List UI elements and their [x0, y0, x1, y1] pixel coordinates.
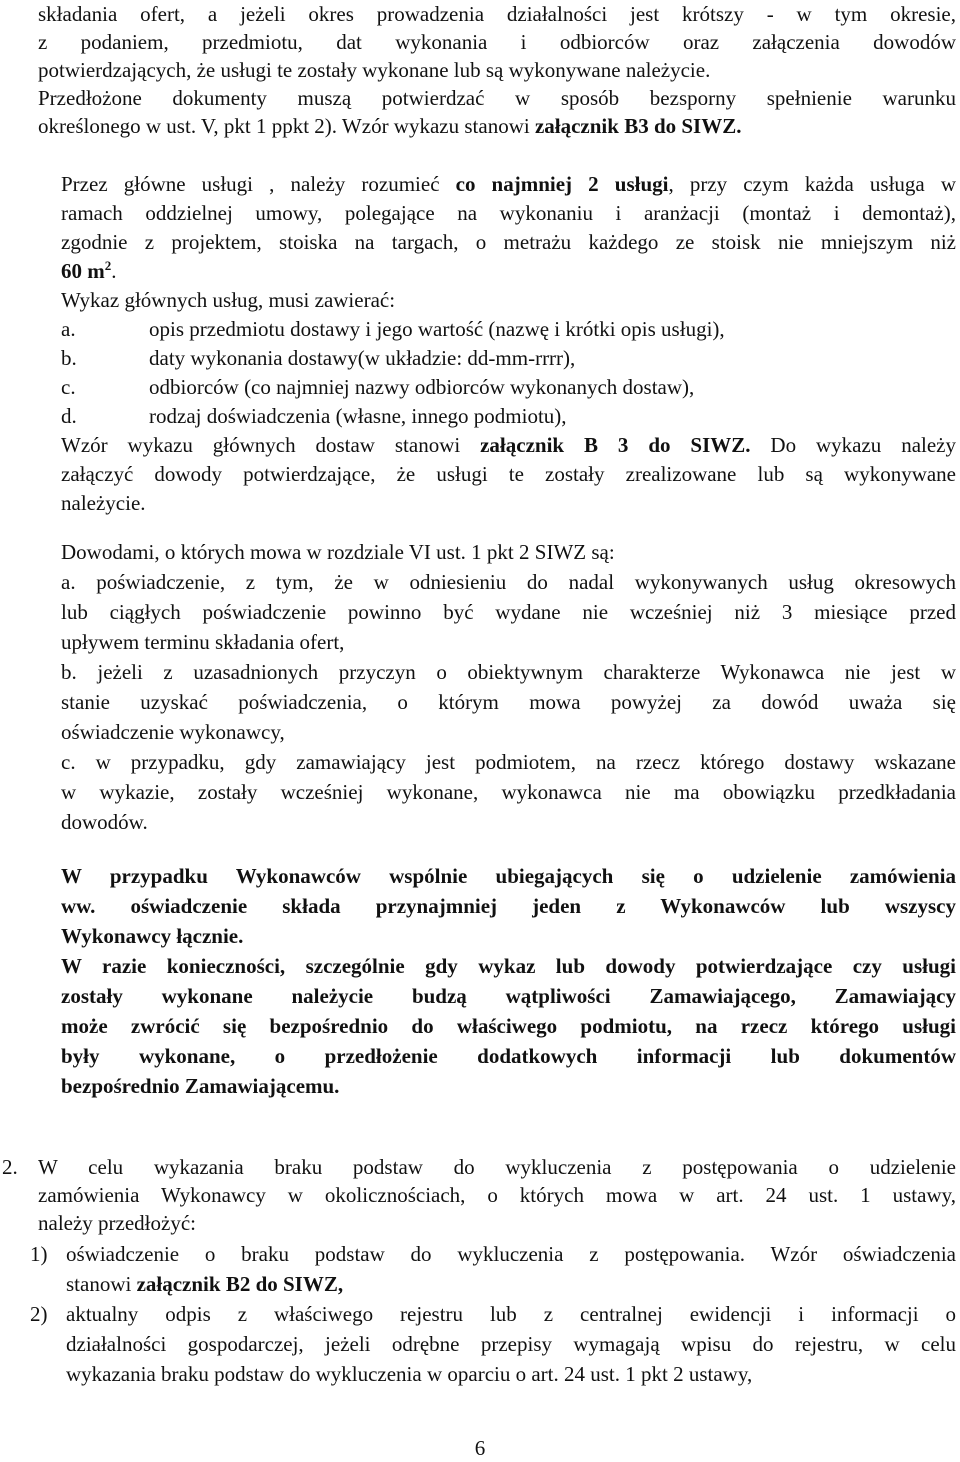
para4-line5: zostały wykonane należycie budzą wątpliwości Zamawiającego, Zamawiający	[61, 984, 956, 1008]
min-services-bold: co najmniej 2 usługi	[455, 172, 669, 196]
para3-c-line3: dowodów.	[61, 810, 148, 834]
attachment-b2-ref: załącznik B2 do SIWZ,	[136, 1272, 344, 1296]
para3-b-line2: stanie uzyskać poświadczenia, o którym mowa powyżej za dowód uważa się	[61, 690, 956, 714]
section2-item2-line1: aktualny odpis z właściwego rejestru lub z centralnej ewidencji i informacji o	[66, 1302, 956, 1326]
para3-a-line2: lub ciągłych poświadczenie powinno być wydane nie wcześniej niż 3 miesiące przed	[61, 600, 956, 624]
list-item-c	[61, 373, 694, 401]
section2-line3: należy przedłożyć:	[38, 1211, 196, 1235]
attachment-b-3-ref: załącznik B 3 do SIWZ.	[480, 433, 751, 457]
para2-line2: ramach oddzielnej umowy, polegające na wykonaniu i aranżacji (montaż i demontaż),	[61, 201, 956, 225]
para2-line5: Wykaz głównych usług, musi zawierać:	[61, 288, 396, 312]
list-text: opis przedmiotu dostawy i jego wartość (nazwę i krótki opis usługi),	[149, 317, 725, 341]
para1-line5-text: określonego w ust. V, pkt 1 ppkt 2). Wzór wykazu stanowi	[38, 114, 535, 138]
para3-c-line1: c. w przypadku, gdy zamawiający jest podmiotem, na rzecz którego dostawy wskazane	[61, 750, 956, 774]
area-period: .	[111, 259, 117, 283]
wzor-text-tail: Do wykazu należy	[750, 433, 956, 457]
section2-item1-number: 1)	[30, 1242, 48, 1266]
para2-line4	[61, 257, 117, 285]
section2-item1-line2	[66, 1270, 343, 1298]
section2-number: 2.	[2, 1155, 18, 1179]
section2-item2-line3: wykazania braku podstaw do wykluczenia w oparciu o art. 24 ust. 1 pkt 2 ustawy,	[66, 1362, 753, 1386]
section2-item1-line1: oświadczenie o braku podstaw do wykluczenia z postępowania. Wzór oświadczenia	[66, 1242, 956, 1266]
para2-line1-text-a: Przez główne usługi , należy rozumieć	[61, 172, 456, 196]
para4-line8: bezpośrednio Zamawiającemu.	[61, 1074, 340, 1098]
para3-line1: Dowodami, o których mowa w rozdziale VI ust. 1 pkt 2 SIWZ są:	[61, 540, 615, 564]
list-item-b	[61, 344, 575, 372]
para2-line3: zgodnie z projektem, stoiska na targach, o metrażu każdego ze stoisk nie mniejszym niż	[61, 230, 956, 254]
item1-text: stanowi	[66, 1272, 137, 1296]
para3-c-line2: w wykazie, zostały wcześniej wykonane, wykonawca nie ma obowiązku przedkładania	[61, 780, 956, 804]
para4-line7: były wykonane, o przedłożenie dodatkowych informacji lub dokumentów	[61, 1044, 956, 1068]
wzor-text: Wzór wykazu głównych dostaw stanowi	[61, 433, 481, 457]
para4-line3: Wykonawcy łącznie.	[61, 924, 244, 948]
para4-line1: W przypadku Wykonawców wspólnie ubiegających się o udzielenie zamówienia	[61, 864, 956, 888]
section2-item2-line2: działalności gospodarczej, jeżeli odrębne przepisy wymagają wpisu do rejestru, w celu	[66, 1332, 956, 1356]
para3-a-line3: upływem terminu składania ofert,	[61, 630, 345, 654]
para3-b-line1: b. jeżeli z uzasadnionych przyczyn o obiektywnym charakterze Wykonawca nie jest w	[61, 660, 956, 684]
para2-line1	[61, 170, 956, 198]
attachment-b3-ref: załącznik B3 do SIWZ.	[534, 114, 742, 138]
page-number: 6	[474, 1436, 486, 1460]
para1-line2: z podaniem, przedmiotu, dat wykonania i odbiorców oraz załączenia dowodów	[38, 30, 956, 54]
list-item-d	[61, 402, 567, 430]
para3-b-line3: oświadczenie wykonawcy,	[61, 720, 285, 744]
section2-line1: W celu wykazania braku podstaw do wykluczenia z postępowania o udzielenie	[38, 1155, 956, 1179]
area-value: 60 m	[61, 259, 105, 283]
list-item-a	[61, 315, 725, 343]
para2-wzor-line2: załączyć dowody potwierdzające, że usługi te zostały zrealizowane lub są wykonywane	[61, 462, 956, 486]
para3-a-line1: a. poświadczenie, z tym, że w odniesieniu do nadal wykonywanych usług okresowych	[61, 570, 956, 594]
list-letter: a.	[61, 317, 76, 341]
para1-line3: potwierdzających, że usługi te zostały wykonane lub są wykonywane należycie.	[38, 58, 711, 82]
area-bold	[61, 259, 111, 283]
para2-wzor-line1	[61, 431, 956, 459]
area-superscript: 2	[104, 258, 112, 273]
para4-line6: może zwrócić się bezpośrednio do właściwego podmiotu, na rzecz którego usługi	[61, 1014, 956, 1038]
list-text: daty wykonania dostawy(w układzie: dd-mm-rrrr),	[149, 346, 576, 370]
list-letter: c.	[61, 375, 76, 399]
para1-line5	[38, 112, 956, 140]
section2-line2: zamówienia Wykonawcy w okolicznościach, o których mowa w art. 24 ust. 1 ustawy,	[38, 1183, 956, 1207]
para4-line2: ww. oświadczenie składa przynajmniej jeden z Wykonawców lub wszyscy	[61, 894, 956, 918]
list-text: rodzaj doświadczenia (własne, innego podmiotu),	[149, 404, 567, 428]
list-letter: d.	[61, 404, 77, 428]
section2-item2-number: 2)	[30, 1302, 48, 1326]
list-text: odbiorców (co najmniej nazwy odbiorców wykonanych dostaw),	[149, 375, 695, 399]
para2-line1-text-c: , przy czym każda usługa w	[668, 172, 956, 196]
para1-line4: Przedłożone dokumenty muszą potwierdzać w sposób bezsporny spełnienie warunku	[38, 86, 956, 110]
list-letter: b.	[61, 346, 77, 370]
para2-wzor-line3: należycie.	[61, 491, 146, 515]
para4-line4: W razie konieczności, szczególnie gdy wykaz lub dowody potwierdzające czy usługi	[61, 954, 956, 978]
para1-line1: składania ofert, a jeżeli okres prowadzenia działalności jest krótszy - w tym okresie,	[38, 2, 956, 26]
